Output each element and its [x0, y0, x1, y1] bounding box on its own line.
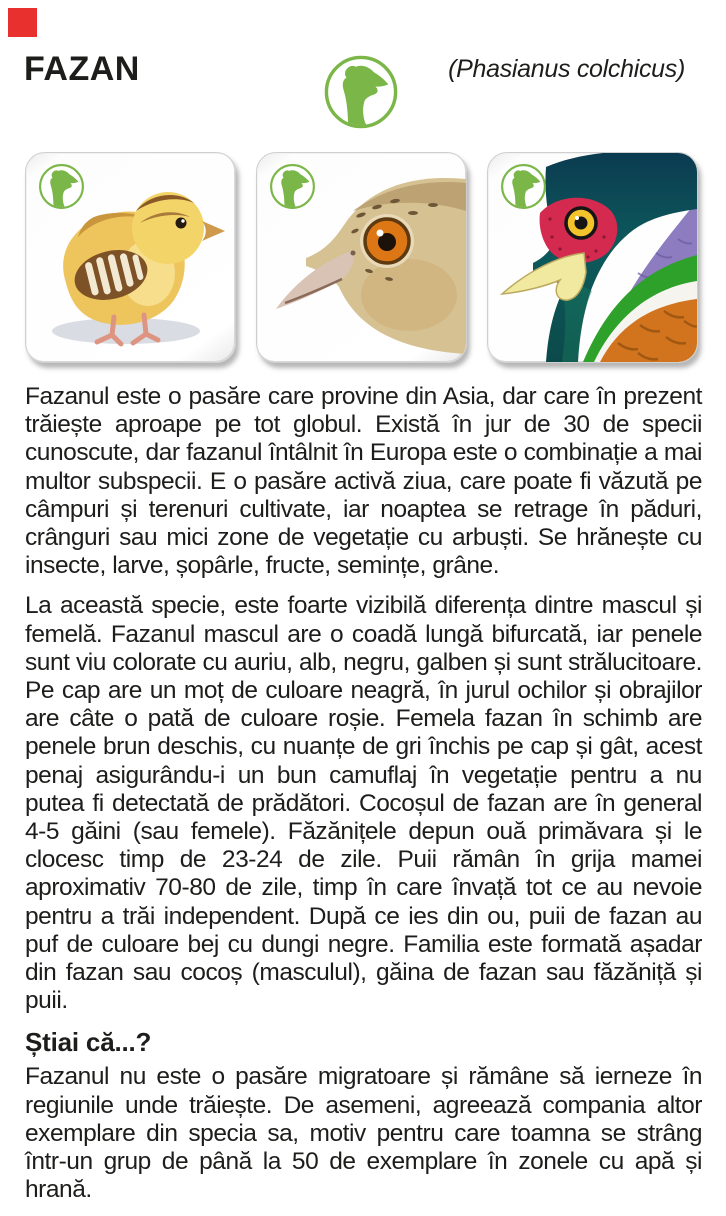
- pheasant-head-icon: [269, 163, 316, 210]
- red-marker: [8, 8, 37, 37]
- pheasant-head-icon: [500, 163, 547, 210]
- card-pheasant-chick: [25, 152, 236, 363]
- pheasant-head-icon: [38, 163, 85, 210]
- did-you-know-heading: Știai că...?: [25, 1027, 152, 1058]
- pheasant-head-icon: [323, 54, 399, 130]
- paragraph-origin: Fazanul este o pasăre care provine din Asia, dar care în prezent trăiește aproape pe tot globul. Există în jur de 30 de specii cunoscute, dar fazanul întâlnit în Europa este o combinație a mai multor subspecii. E o pasăre activă ziua, care poate fi văzută pe câmpuri și terenuri cultivate, iar noaptea se retrage în păduri, crânguri sau mici zone de vegetație cu arbuști. Se hrănește cu insecte, larve, șopârle, fructe, semințe, grâne.: [25, 383, 702, 580]
- paragraph-dimorphism: La această specie, este foarte vizibilă diferența dintre mascul și femelă. Fazanul mascul are o coadă lungă bifurcată, iar penele sunt viu colorate cu auriu, alb, negru, galben și sunt strălucitoare. Pe cap are un moț de culoare neagră, în jurul ochilor și obrajilor are câte o pată de culoare roșie. Femela fazan în schimb are penele brun deschis, cu nuanțe de gri închis pe cap și gât, acest penaj asigurându-i un bun camuflaj în vegetație pentru a nu putea fi detectată de prădători. Cocoșul de fazan are în general 4-5 găini (sau femele). Făzănițele depun ouă primăvara și le clocesc timp de 23-24 de zile. Puii rămân în grija mamei aproximativ 70-80 de zile, timp în care învață tot ce au nevoie pentru a trăi independent. După ce ies din ou, puii de fazan au puf de culoare bej cu dungi negre. Familia este formată așadar din fazan sau cocoș (masculul), găina de fazan sau făzăniță și puii.: [25, 592, 702, 1015]
- article-body: [25, 383, 702, 1216]
- card-female-pheasant-head: [256, 152, 467, 363]
- paragraph-did-you-know: Fazanul nu este o pasăre migratoare și rămâne să ierneze în regiunile unde trăiește. De asemeni, agreează compania altor exemplare din specia sa, motiv pentru care toamna se strâng într-un grup de până la 50 de exemplare în zonele cu apă și hrană.: [25, 1063, 702, 1204]
- card-male-pheasant-head: [487, 152, 698, 363]
- species-name: (Phasianus colchicus): [448, 55, 685, 83]
- page-title: FAZAN: [24, 50, 140, 88]
